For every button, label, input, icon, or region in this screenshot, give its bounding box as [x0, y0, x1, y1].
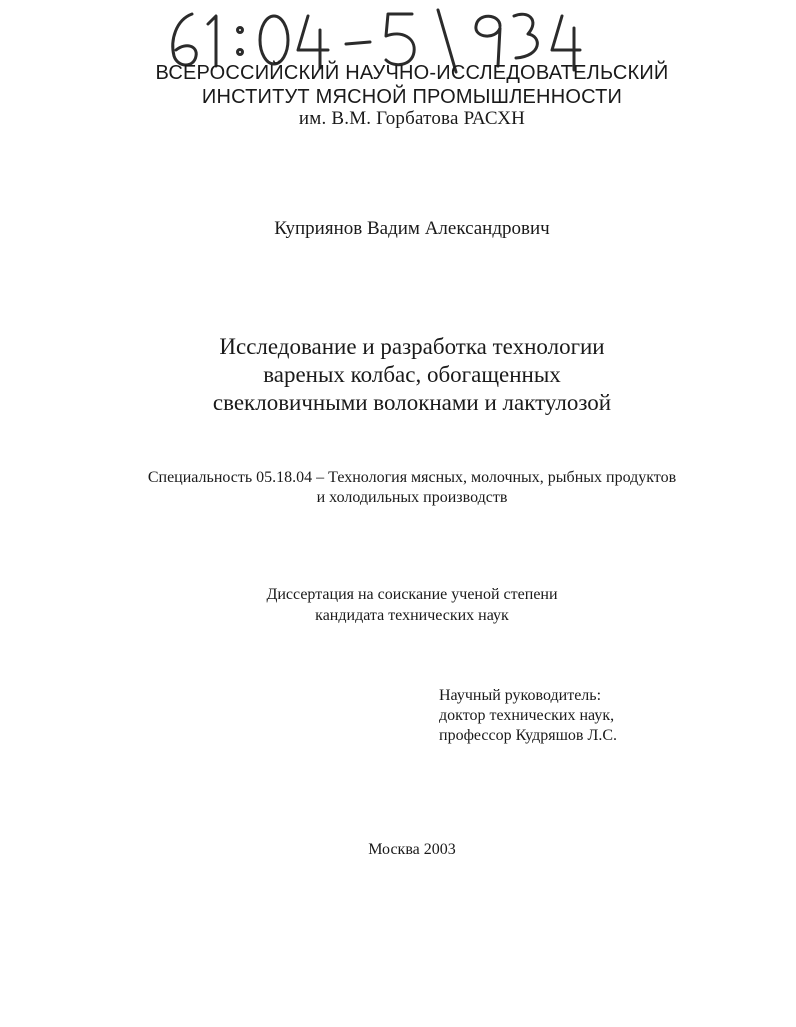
institute-name-line-3: им. В.М. Горбатова РАСХН: [298, 108, 526, 129]
author-name: Куприянов Вадим Александрович: [274, 218, 550, 239]
dissertation-line-2: кандидата технических наук: [315, 607, 509, 624]
dissertation-line-1: Диссертация на соискание ученой степени: [266, 586, 558, 603]
supervisor-line-2: доктор технических наук,: [439, 707, 615, 724]
supervisor-line-3: профессор Кудряшов Л.С.: [439, 727, 617, 744]
supervisor-line-1: Научный руководитель:: [439, 687, 602, 704]
title-line-1: Исследование и разработка технологии: [219, 334, 605, 359]
city-year: Москва 2003: [368, 841, 456, 858]
institute-name-line-2: ИНСТИТУТ МЯСНОЙ ПРОМЫШЛЕННОСТИ: [201, 86, 623, 108]
title-line-3: свекловичными волокнами и лактулозой: [212, 390, 612, 415]
institute-name-line-1: ВСЕРОССИЙСКИЙ НАУЧНО-ИССЛЕДОВАТЕЛЬСКИЙ: [155, 62, 669, 84]
specialty-line-2: и холодильных производств: [316, 489, 508, 506]
supervisor-block: [439, 686, 617, 746]
specialty-line-1: Специальность 05.18.04 – Технология мясных, молочных, рыбных продуктов: [147, 469, 677, 486]
title-line-2: вареных колбас, обогащенных: [263, 362, 561, 387]
